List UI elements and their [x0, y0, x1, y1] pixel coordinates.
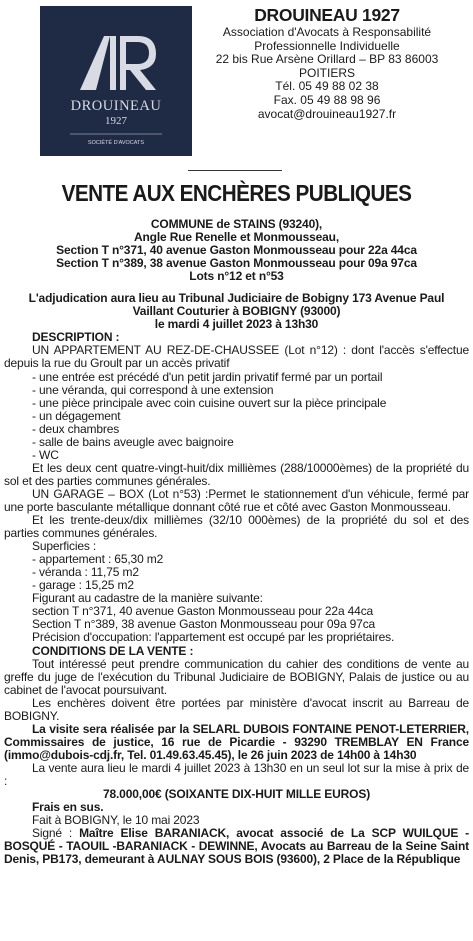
- bar-paragraph: [4, 697, 469, 723]
- cadastre-label: Figurant au cadastre de la manière suivante:: [32, 591, 263, 606]
- share12-text: Et les deux cent quatre-vingt-huit/dix millièmes (288/10000èmes) de la propriété du sol et des parties communes générales.: [4, 460, 469, 488]
- adjudication-line: Vaillant Couturier à BOBIGNY (93000): [132, 304, 341, 319]
- lot12-text: UN APPARTEMENT AU REZ-DE-CHAUSSEE (Lot n°12) : dont l'accès s'effectue depuis la rue du Groult par un accès privatif: [4, 343, 469, 371]
- location-line: Section T n°389, 38 avenue Gaston Monmousseau pour 09a 97ca: [56, 256, 417, 271]
- firm-line: Professionnelle Individuelle: [254, 38, 400, 53]
- surfaces-label: Superficies :: [32, 539, 97, 554]
- logo-emblem-icon: [40, 6, 192, 156]
- bar-text: Les enchères doivent être portées par ministère d'avocat inscrit au Barreau de BOBIGNY.: [4, 695, 469, 723]
- firm-city: POITIERS: [298, 65, 355, 80]
- notice-title: VENTE AUX ENCHÈRES PUBLIQUES: [61, 180, 412, 206]
- firm-logo: [40, 6, 192, 156]
- logo-year: 1927: [105, 115, 127, 127]
- description-item: - une entrée est précédé d'un petit jardin privatif fermé par un portail: [32, 369, 383, 384]
- share12-paragraph: [4, 462, 469, 488]
- sale-text: La vente aura lieu le mardi 4 juillet 2023 à 13h30 en un seul lot sur la mise à prix de :: [4, 760, 469, 788]
- fees-note: Frais en sus.: [32, 800, 104, 815]
- firm-header: [196, 4, 458, 121]
- adjudication-line: L'adjudication aura lieu au Tribunal Judiciaire de Bobigny 173 Avenue Paul: [28, 291, 445, 306]
- share53-text: Et les trente-deux/dix millièmes (32/10 000èmes) de la propriété du sol et des parties communes générales.: [4, 513, 469, 541]
- share53-paragraph: [4, 514, 469, 540]
- signature-date: Fait à BOBIGNY, le 10 mai 2023: [32, 813, 200, 828]
- description-item: - une véranda, qui correspond à une extension: [32, 382, 274, 397]
- location-line: COMMUNE de STAINS (93240),: [150, 217, 323, 231]
- description-item: - salle de bains aveugle avec baignoire: [32, 434, 234, 449]
- description-item: - WC: [32, 447, 59, 462]
- location-line: Angle Rue Renelle et Monmousseau,: [133, 230, 340, 245]
- description-item: - une pièce principale avec coin cuisine ouvert sur la pièce principale: [32, 395, 387, 410]
- logo-sub: SOCIÉTÉ D'AVOCATS: [87, 140, 145, 146]
- conditions-paragraph: [4, 658, 469, 697]
- visit-paragraph: [4, 723, 469, 762]
- surface-item: - appartement : 65,30 m2: [32, 552, 164, 567]
- signature-paragraph: [4, 827, 469, 866]
- surface-item: - garage : 15,25 m2: [32, 578, 134, 593]
- firm-line: Association d'Avocats à Responsabilité: [222, 25, 432, 39]
- description-item: - deux chambres: [32, 421, 120, 436]
- divider: [188, 170, 282, 171]
- sale-paragraph: [4, 762, 469, 788]
- lot53-paragraph: [4, 488, 469, 514]
- signed-text: Maître Elise BARANIACK, avocat associé de La SCP WUILQUE - BOSQUÉ - TAOUIL -BARANIACK - DEWINNE, Avocats au Barreau de la Seine Saint Denis, PB173, demeurant à AULNAY SOUS BOIS (93600), 2 Place de la République: [4, 826, 470, 867]
- firm-phone: Tél. 05 49 88 02 38: [275, 79, 379, 94]
- firm-email[interactable]: avocat@drouineau1927.fr: [257, 106, 397, 121]
- conditions-text: Tout intéressé peut prendre communication du cahier des conditions de vente au greffe du juge de l'exécution du Tribunal Judiciaire de BOBIGNY, Palais de justice ou au cabinet de l'avocat poursuivant.: [4, 656, 469, 697]
- firm-fax: Fax. 05 49 88 98 96: [273, 92, 381, 107]
- firm-address: 22 bis Rue Arsène Orillard – BP 83 86003: [215, 52, 439, 67]
- logo-name: DROUINEAU: [70, 98, 162, 114]
- signed-prefix: Signé :: [32, 826, 80, 841]
- lot12-paragraph: [4, 344, 469, 370]
- description-heading: DESCRIPTION :: [32, 330, 120, 345]
- cadastre-item: section T n°371, 40 avenue Gaston Monmousseau pour 22a 44ca: [32, 604, 374, 619]
- description-item: - un dégagement: [32, 408, 121, 423]
- occupation-note: Précision d'occupation: l'appartement est occupé par les propriétaires.: [32, 630, 395, 645]
- visit-text: La visite sera réalisée par la SELARL DUBOIS FONTAINE PENOT-LETERRIER, Commissaires de justice, 16 rue de Picardie - 93290 TREMBLAY EN France (immo@dubois-cdj.fr, Tel. 01.49.63.45.45), le 26 juin 2023 de 14h00 à 14h30: [4, 721, 469, 762]
- conditions-heading: CONDITIONS DE LA VENTE :: [32, 643, 194, 658]
- location-lots: Lots n°12 et n°53: [189, 269, 284, 284]
- starting-price: 78.000,00€ (SOIXANTE DIX-HUIT MILLE EUROS): [102, 787, 371, 802]
- cadastre-item: Section T n°389, 38 avenue Gaston Monmousseau pour 09a 97ca: [32, 617, 376, 632]
- lot53-text: UN GARAGE – BOX (Lot n°53) :Permet le stationnement d'un véhicule, fermé par une porte basculante métallique donnant côté rue et côté avec Gaston Monmousseau.: [4, 486, 469, 514]
- notice-body: [4, 218, 469, 866]
- adjudication-date: le mardi 4 juillet 2023 à 13h30: [154, 317, 319, 332]
- firm-name: DROUINEAU 1927: [254, 5, 400, 25]
- surface-item: - véranda : 11,75 m2: [32, 565, 139, 580]
- location-line: Section T n°371, 40 avenue Gaston Monmousseau pour 22a 44ca: [56, 243, 417, 258]
